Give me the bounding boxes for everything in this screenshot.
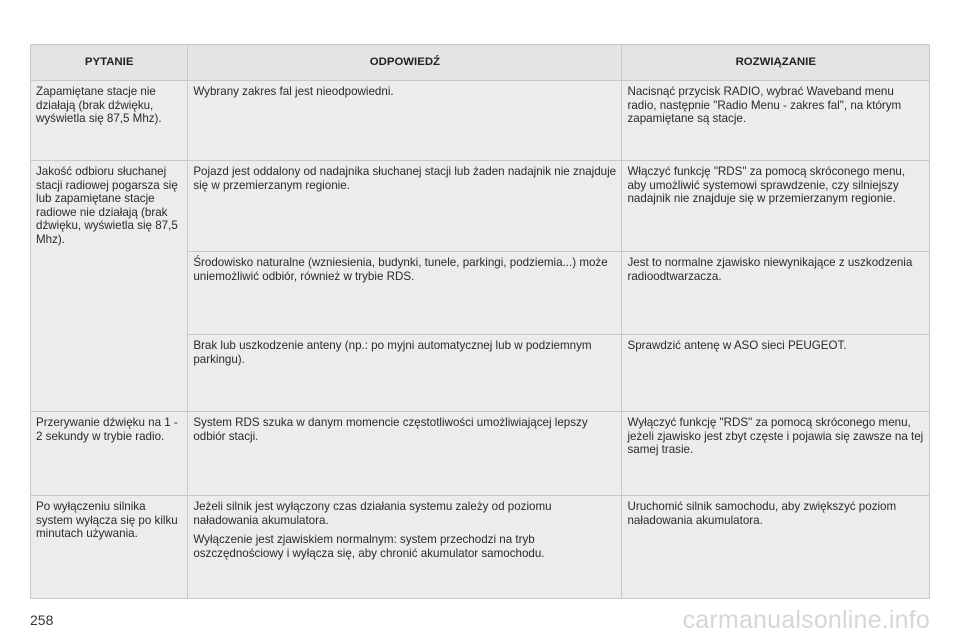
faq-table	[30, 44, 930, 599]
answer-cell	[188, 496, 622, 599]
solution-cell: Uruchomić silnik samochodu, aby zwiększyć poziom naładowania akumulatora.	[622, 496, 930, 599]
header-solution: ROZWIĄZANIE	[622, 45, 930, 81]
solution-cell: Jest to normalne zjawisko niewynikające z uszkodzenia radioodtwarzacza.	[622, 252, 930, 335]
table-row	[31, 412, 930, 496]
answer-text: Pojazd jest oddalony od nadajnika słuchanej stacji lub żaden nadajnik nie znajduje się w przemierzanym regionie.	[193, 165, 617, 192]
answer-cell	[188, 161, 622, 252]
answer-text: Brak lub uszkodzenie anteny (np.: po myjni automatycznej lub w podziemnym parkingu).	[193, 339, 592, 366]
answer-text: Wybrany zakres fal jest nieodpowiedni.	[193, 85, 394, 98]
table-row	[31, 496, 930, 599]
watermark: carmanualsonline.info	[682, 606, 930, 634]
answer-text: Jeżeli silnik jest wyłączony czas działania systemu zależy od poziomu naładowania akumulatora.	[193, 500, 552, 527]
header-question: PYTANIE	[31, 45, 188, 81]
solution-cell: Sprawdzić antenę w ASO sieci PEUGEOT.	[622, 335, 930, 412]
solution-cell: Wyłączyć funkcję "RDS" za pomocą skróconego menu, jeżeli zjawisko jest zbyt częste i pojawia się zawsze na tej samej trasie.	[622, 412, 930, 496]
table-row	[31, 81, 930, 161]
solution-cell: Nacisnąć przycisk RADIO, wybrać Waveband menu radio, następnie "Radio Menu - zakres fal", na którym zapamiętane są stacje.	[622, 81, 930, 161]
question-cell: Przerywanie dźwięku na 1 - 2 sekundy w trybie radio.	[31, 412, 188, 496]
answer-cell	[188, 81, 622, 161]
answer-text: Wyłączenie jest zjawiskiem normalnym: system przechodzi na tryb oszczędnościowy i wyłącza się, aby chronić akumulator samochodu.	[193, 533, 545, 560]
table-header-row	[31, 45, 930, 81]
answer-cell	[188, 335, 622, 412]
answer-cell	[188, 412, 622, 496]
solution-cell: Włączyć funkcję "RDS" za pomocą skróconego menu, aby umożliwić systemowi sprawdzenie, czy silniejszy nadajnik nie znajduje się w przemierzanym regionie.	[622, 161, 930, 252]
question-cell: Po wyłączeniu silnika system wyłącza się po kilku minutach używania.	[31, 496, 188, 599]
question-cell: Zapamiętane stacje nie działają (brak dźwięku, wyświetla się 87,5 Mhz).	[31, 81, 188, 161]
page-number: 258	[30, 612, 54, 628]
answer-text: Środowisko naturalne (wzniesienia, budynki, tunele, parkingi, podziemia...) może uniemożliwić odbiór, również w trybie RDS.	[193, 256, 608, 283]
header-answer: ODPOWIEDŹ	[188, 45, 622, 81]
table-row	[31, 161, 930, 252]
answer-cell	[188, 252, 622, 335]
answer-text: System RDS szuka w danym momencie częstotliwości umożliwiającej lepszy odbiór stacji.	[193, 416, 588, 443]
question-cell: Jakość odbioru słuchanej stacji radiowej pogarsza się lub zapamiętane stacje radiowe nie działają (brak dźwięku, wyświetla się 87,5 Mhz).	[31, 161, 188, 412]
